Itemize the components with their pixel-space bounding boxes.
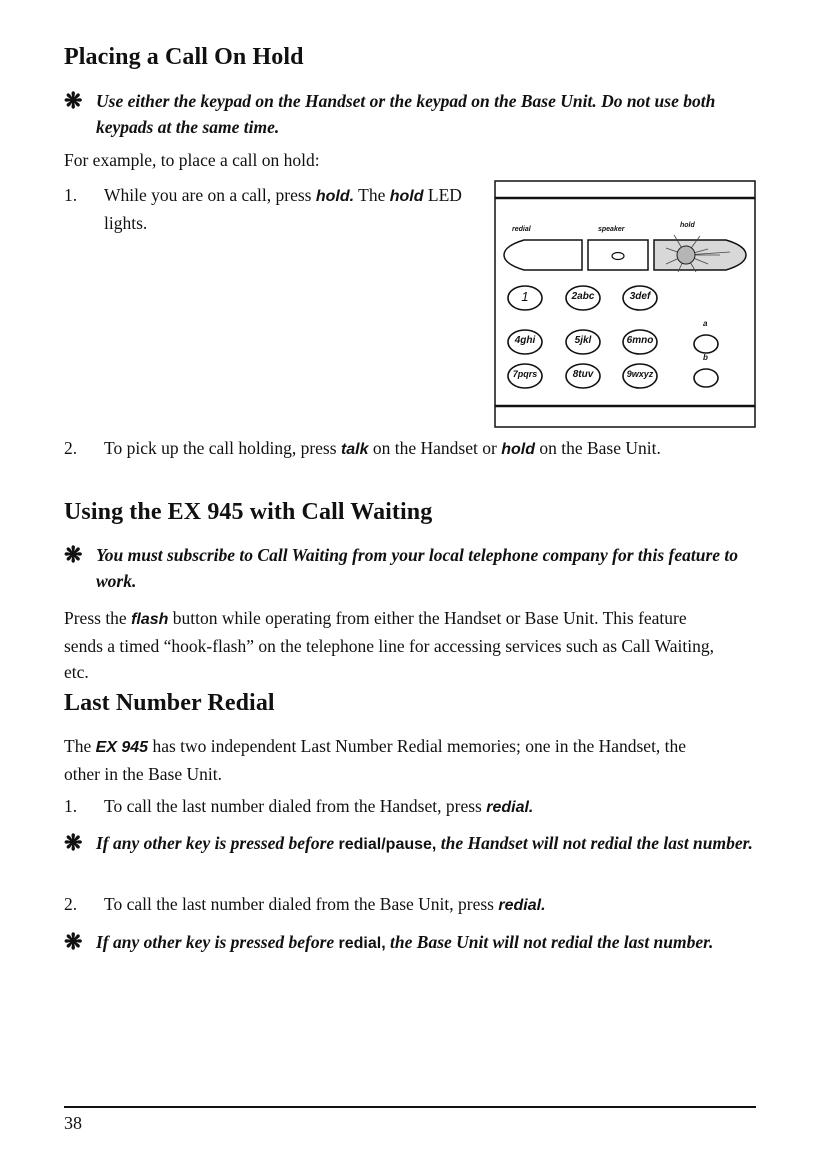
note-call-waiting: ❋ You must subscribe to Call Waiting from your local telephone company for this feature to work. — [64, 542, 739, 591]
redial-label: redial — [512, 226, 531, 233]
speaker-led-icon — [612, 253, 624, 260]
asterisk-icon: ❋ — [64, 830, 83, 855]
asterisk-icon: ❋ — [64, 542, 83, 567]
side-label-a: a — [703, 319, 708, 328]
step-redial-2: 2. To call the last number dialed from the Base Unit, press redial. — [64, 894, 546, 914]
section-title-hold: Placing a Call On Hold — [64, 44, 304, 70]
key-5jkl: 5jkl — [574, 335, 592, 346]
asterisk-icon: ❋ — [64, 88, 83, 113]
intro-hold: For example, to place a call on hold: — [64, 150, 320, 170]
body-call-waiting: Press the flash button while operating from either the Handset or Base Unit. This feature sends a timed “hook-flash” on the telephone line for accessing services such as Call Waiting, etc. — [64, 608, 714, 682]
speaker-label: speaker — [598, 226, 625, 233]
key-4ghi: 4ghi — [514, 335, 536, 346]
redial-button-shape — [504, 240, 582, 270]
body-redial: The EX 945 has two independent Last Number Redial memories; one in the Handset, the other in the Base Unit. — [64, 736, 687, 784]
key-1: 1 — [521, 289, 529, 304]
key-7pqrs: 7pqrs — [512, 369, 538, 379]
note-redial-1: ❋ If any other key is pressed before redial/pause, the Handset will not redial the last number. — [64, 830, 753, 855]
key-3def: 3def — [629, 291, 651, 302]
page-number: 38 — [64, 1113, 82, 1133]
section-title-redial: Last Number Redial — [64, 690, 275, 716]
step-redial-1: 1. To call the last number dialed from the Handset, press redial. — [64, 796, 534, 816]
key-2abc: 2abc — [571, 291, 595, 302]
asterisk-icon: ❋ — [64, 929, 83, 954]
side-label-b: b — [703, 353, 708, 362]
footer-rule — [64, 1106, 756, 1108]
base-unit-keypad-figure — [494, 180, 756, 428]
key-8tuv: 8tuv — [572, 369, 594, 380]
key-6mno: 6mno — [626, 335, 654, 346]
step-hold-1: 1. While you are on a call, press hold. The hold LED lights. — [64, 185, 462, 233]
note-redial-2: ❋ If any other key is pressed before redial, the Base Unit will not redial the last number. — [64, 929, 714, 954]
section-title-call-waiting: Using the EX 945 with Call Waiting — [64, 499, 433, 525]
key-9wxyz: 9wxyz — [626, 369, 654, 379]
hold-label: hold — [680, 222, 695, 229]
note-hold: ❋ Use either the keypad on the Handset or the keypad on the Base Unit. Do not use both keypads at the same time. — [64, 88, 716, 137]
step-hold-2: 2. To pick up the call holding, press talk on the Handset or hold on the Base Unit. — [64, 438, 661, 458]
